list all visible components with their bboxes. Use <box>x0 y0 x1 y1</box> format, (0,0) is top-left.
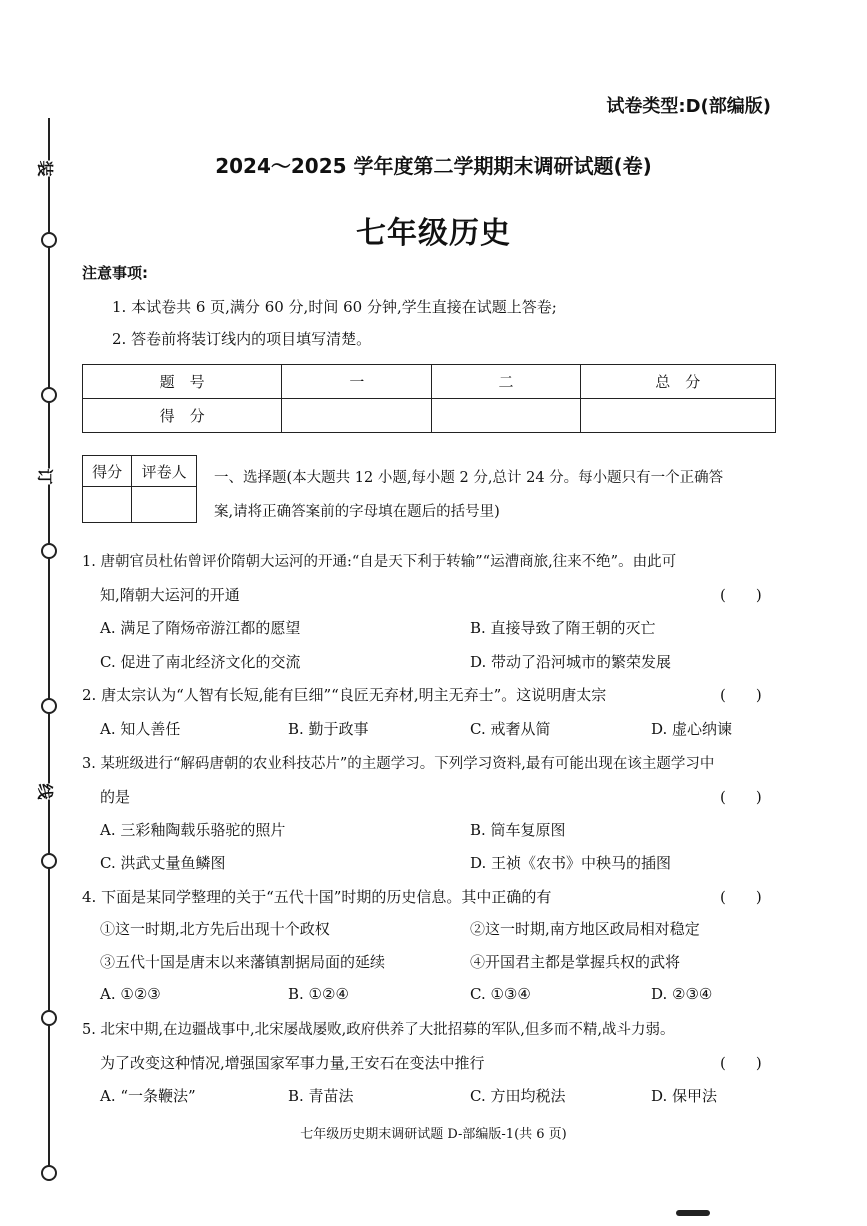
option[interactable]: A. 满足了隋炀帝游江都的愿望 <box>100 619 301 637</box>
section-heading: 一、选择题(本大题共 12 小题,每小题 2 分,总计 24 分。每小题只有一个正确答 <box>214 470 724 486</box>
option[interactable]: D. ②③④ <box>651 985 713 1003</box>
binding-hole <box>41 1010 57 1026</box>
answer-bracket[interactable]: ( ) <box>720 586 762 604</box>
option[interactable]: C. 洪武丈量鱼鳞图 <box>100 854 226 872</box>
score-table-header-part1: 一 <box>282 365 432 399</box>
grader-score-cell[interactable] <box>83 487 132 523</box>
option[interactable]: A. “一条鞭法” <box>100 1087 196 1105</box>
option[interactable]: C. 促进了南北经济文化的交流 <box>100 653 301 671</box>
question-3-stem: 3. 某班级进行“解码唐朝的农业科技芯片”的主题学习。下列学习资料,最有可能出现在该主题学习中 <box>82 756 715 772</box>
score-table-header-question: 题 号 <box>83 365 282 399</box>
score-cell[interactable] <box>580 399 775 433</box>
option[interactable]: C. 方田均税法 <box>470 1087 566 1105</box>
margin-label-ding: 订 <box>33 468 60 484</box>
option[interactable]: B. 直接导致了隋王朝的灭亡 <box>470 619 656 637</box>
option[interactable]: C. ①③④ <box>470 985 531 1003</box>
option[interactable]: A. ①②③ <box>100 985 161 1003</box>
margin-label-zhuang: 装 <box>33 160 60 176</box>
binding-hole <box>41 543 57 559</box>
score-table-row-label: 得 分 <box>83 399 282 433</box>
answer-bracket[interactable]: ( ) <box>720 686 762 704</box>
grader-name-cell[interactable] <box>132 487 197 523</box>
statement: ③五代十国是唐末以来藩镇割据局面的延续 <box>100 953 386 971</box>
section-instructions: 案,请将正确答案前的字母填在题后的括号里) <box>214 504 500 520</box>
answer-bracket[interactable]: ( ) <box>720 788 762 806</box>
score-table-header-part2: 二 <box>432 365 580 399</box>
binding-hole <box>41 853 57 869</box>
option[interactable]: D. 虚心纳谏 <box>651 720 733 738</box>
option[interactable]: D. 王祯《农书》中秧马的插图 <box>470 854 672 872</box>
grader-name-label: 评卷人 <box>132 456 197 487</box>
question-4-stem: 4. 下面是某同学整理的关于“五代十国”时期的历史信息。其中正确的有 <box>82 888 552 906</box>
question-1-stem-cont: 知,隋朝大运河的开通 <box>100 586 240 604</box>
scan-mark <box>676 1210 710 1216</box>
option[interactable]: B. ①②④ <box>288 985 349 1003</box>
subject-title: 七年级历史 <box>356 216 511 251</box>
binding-hole <box>41 698 57 714</box>
paper-type: 试卷类型:D(部编版) <box>606 96 771 117</box>
binding-hole <box>41 1165 57 1181</box>
score-table-header-total: 总 分 <box>580 365 775 399</box>
note-item: 1. 本试卷共 6 页,满分 60 分,时间 60 分钟,学生直接在试题上答卷; <box>112 298 557 316</box>
statement: ④开国君主都是掌握兵权的武将 <box>470 953 681 971</box>
question-1-stem: 1. 唐朝官员杜佑曾评价隋朝大运河的开通:“自是天下利于转输”“运漕商旅,往来不绝”。由此可 <box>82 554 677 570</box>
statement: ②这一时期,南方地区政局相对稳定 <box>470 920 700 938</box>
option[interactable]: B. 勤于政事 <box>288 720 369 738</box>
grader-score-label: 得分 <box>83 456 132 487</box>
option[interactable]: C. 戒奢从简 <box>470 720 551 738</box>
question-5-stem-cont: 为了改变这种情况,增强国家军事力量,王安石在变法中推行 <box>100 1054 485 1072</box>
option[interactable]: D. 保甲法 <box>651 1087 718 1105</box>
margin-label-xian: 线 <box>33 783 60 799</box>
option[interactable]: A. 知人善任 <box>100 720 181 738</box>
grader-box <box>82 455 197 523</box>
page-footer: 七年级历史期末调研试题 D-部编版-1(共 6 页) <box>300 1127 567 1142</box>
question-2-stem: 2. 唐太宗认为“人智有长短,能有巨细”“良匠无弃材,明主无弃士”。这说明唐太宗 <box>82 686 607 704</box>
notes-heading: 注意事项: <box>82 264 148 282</box>
option[interactable]: D. 带动了沿河城市的繁荣发展 <box>470 653 672 671</box>
exam-title: 2024～2025 学年度第二学期期末调研试题(卷) <box>215 154 652 178</box>
option[interactable]: A. 三彩釉陶载乐骆驼的照片 <box>100 821 286 839</box>
note-item: 2. 答卷前将装订线内的项目填写清楚。 <box>112 330 372 348</box>
answer-bracket[interactable]: ( ) <box>720 888 762 906</box>
answer-bracket[interactable]: ( ) <box>720 1054 762 1072</box>
score-cell[interactable] <box>432 399 580 433</box>
option[interactable]: B. 筒车复原图 <box>470 821 566 839</box>
score-cell[interactable] <box>282 399 432 433</box>
option[interactable]: B. 青苗法 <box>288 1087 354 1105</box>
question-5-stem: 5. 北宋中期,在边疆战事中,北宋屡战屡败,政府供养了大批招募的军队,但多而不精,战斗力弱。 <box>82 1022 675 1038</box>
statement: ①这一时期,北方先后出现十个政权 <box>100 920 330 938</box>
score-table <box>82 364 776 433</box>
question-3-stem-cont: 的是 <box>100 788 131 806</box>
binding-hole <box>41 387 57 403</box>
